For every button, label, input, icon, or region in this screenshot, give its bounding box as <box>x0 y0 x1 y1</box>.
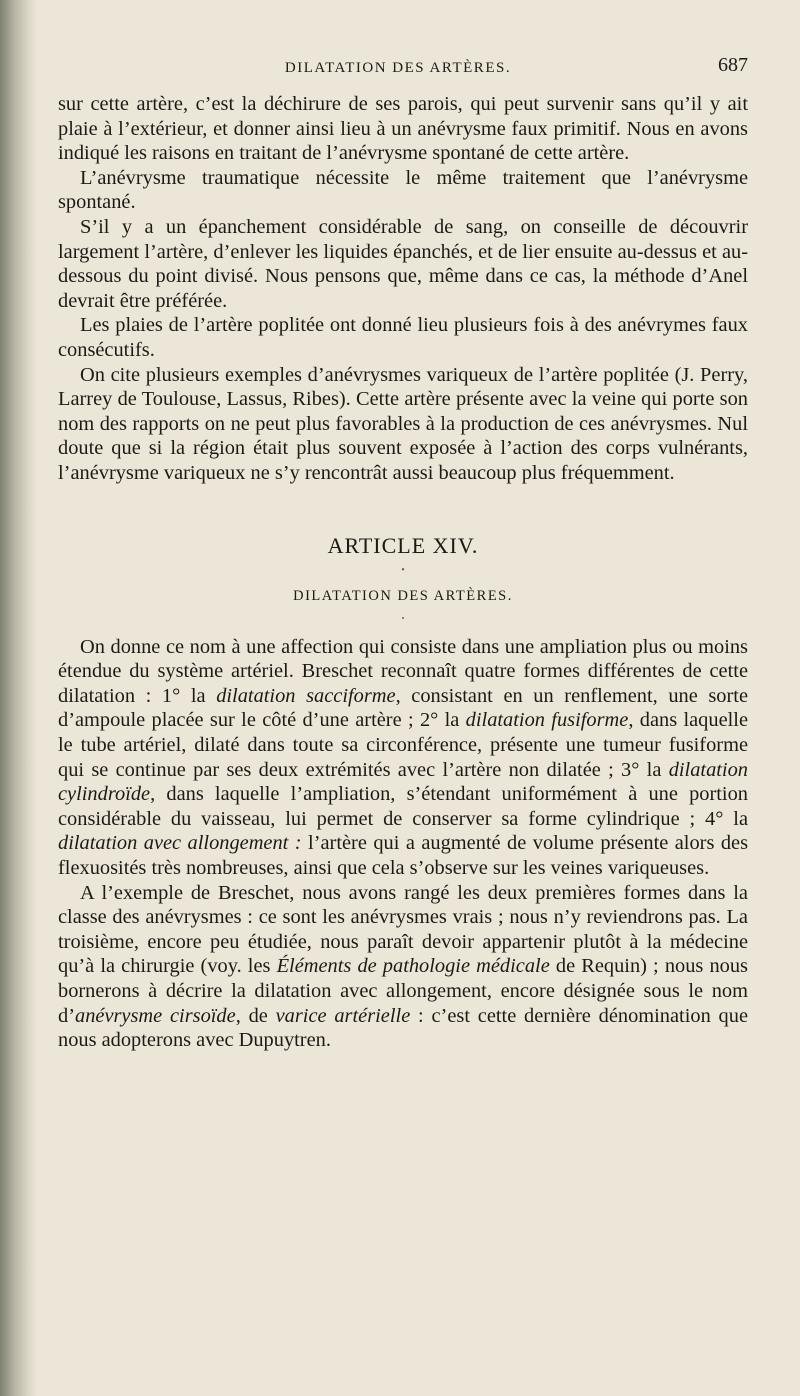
italic-term: dilatation avec allongement : <box>58 832 302 855</box>
paragraph-classification <box>58 881 748 1053</box>
paragraph-definition <box>58 635 748 881</box>
paragraph-continuation: sur cette artère, c’est la déchirure de ses parois, qui peut survenir sans qu’il y ait plaie à l’extérieur, et donner ainsi lieu à un anévrysme faux primitif. Nous en avons indiqué les raisons en traitant de l’anévrysme spontané de cette artère. <box>58 93 748 165</box>
text-run: , dans laquelle l’ampliation, s’étendant uniformément à une portion considérable du vaisseau, lui permet de conserver sa forme cylindrique ; 4° la <box>58 783 748 830</box>
paragraph: On cite plusieurs exemples d’anévrysmes variqueux de l’artère poplitée (J. Perry, Larrey de Toulouse, Lassus, Ribes). Cette artère présente avec la veine qui porte son nom des rapports on ne peut plus favorables à la production de ces anévrysmes. Nul doute que si la région était plus souvent exposée à l’action des corps vulnérants, l’anévrysme variqueux ne s’y rencontrât aussi beaucoup plus fréquemment. <box>58 363 748 484</box>
text-run: , de <box>235 1004 276 1027</box>
italic-term: anévrysme cirsoïde <box>75 1004 236 1027</box>
paragraph: S’il y a un épanchement considérable de sang, on conseille de découvrir largement l’artère, d’enlever les liquides épanchés, et de lier ensuite au-dessus et au-dessous du point divisé. Nous pensons que, même dans ce cas, la méthode d’Anel devrait être préférée. <box>58 215 748 312</box>
text-run: On donne ce nom à une affection qui consiste dans une ampliation plus ou moins étendue du système artériel. Breschet reconnaît quatre formes différentes de cette dilatation : 1° la <box>58 635 748 707</box>
text-run: : c’est cette dernière dénomination que nous adopterons avec Dupuytren. <box>58 1004 749 1052</box>
text-run: , dans laquelle le tube artériel, dilaté dans toute sa circonférence, présente une tumeur fusiforme qui se continue par ses deux extrémités avec l’artère non dilatée ; 3° la <box>58 709 749 781</box>
italic-reference: Éléments de pathologie médicale <box>276 955 550 978</box>
text-run: l’artère qui a augmenté de volume présente alors des flexuosités très nombreuses, ainsi que cela s’observe sur les veines variqueuses. <box>58 832 749 880</box>
ornament-dot: • <box>401 565 405 577</box>
paragraph: L’anévrysme traumatique nécessite le même traitement que l’anévrysme spontané. <box>58 166 748 214</box>
italic-term: dilatation sacciforme <box>216 684 396 707</box>
italic-term: varice artérielle <box>275 1004 411 1027</box>
text-run: , consistant en un renflement, une sorte d’ampoule placée sur le côté d’une artère ; 2° la <box>58 684 748 732</box>
paragraph: Les plaies de l’artère poplitée ont donné lieu plusieurs fois à des anévrymes faux consécutifs. <box>58 314 748 361</box>
italic-term: dilatation cylindroïde <box>58 758 748 806</box>
text-run: A l’exemple de Breschet, nous avons rangé les deux premières formes dans la classe des anévrysmes : ce sont les anévrysmes vrais ; nous n’y reviendrons pas. La troisième, encore peu étudiée, nous paraît devoir appartenir plutôt à la médecine qu’à la chirurgie (voy. les <box>58 881 748 978</box>
text-run: de Requin) ; nous nous bornerons à décrire la dilatation avec allongement, encore désignée sous le nom d’ <box>58 955 748 1027</box>
italic-term: dilatation fusiforme <box>465 709 629 732</box>
section-heading: DILATATION DES ARTÈRES. <box>293 588 513 605</box>
running-title: DILATATION DES ARTÈRES. <box>284 60 512 76</box>
ornament-dot: • <box>401 613 405 623</box>
book-binding-shadow <box>0 0 38 1396</box>
running-head <box>58 54 748 84</box>
page-number: 687 <box>718 54 748 76</box>
body-text <box>58 92 748 1053</box>
article-heading: ARTICLE XIV. <box>327 532 479 558</box>
book-page <box>58 0 748 1396</box>
